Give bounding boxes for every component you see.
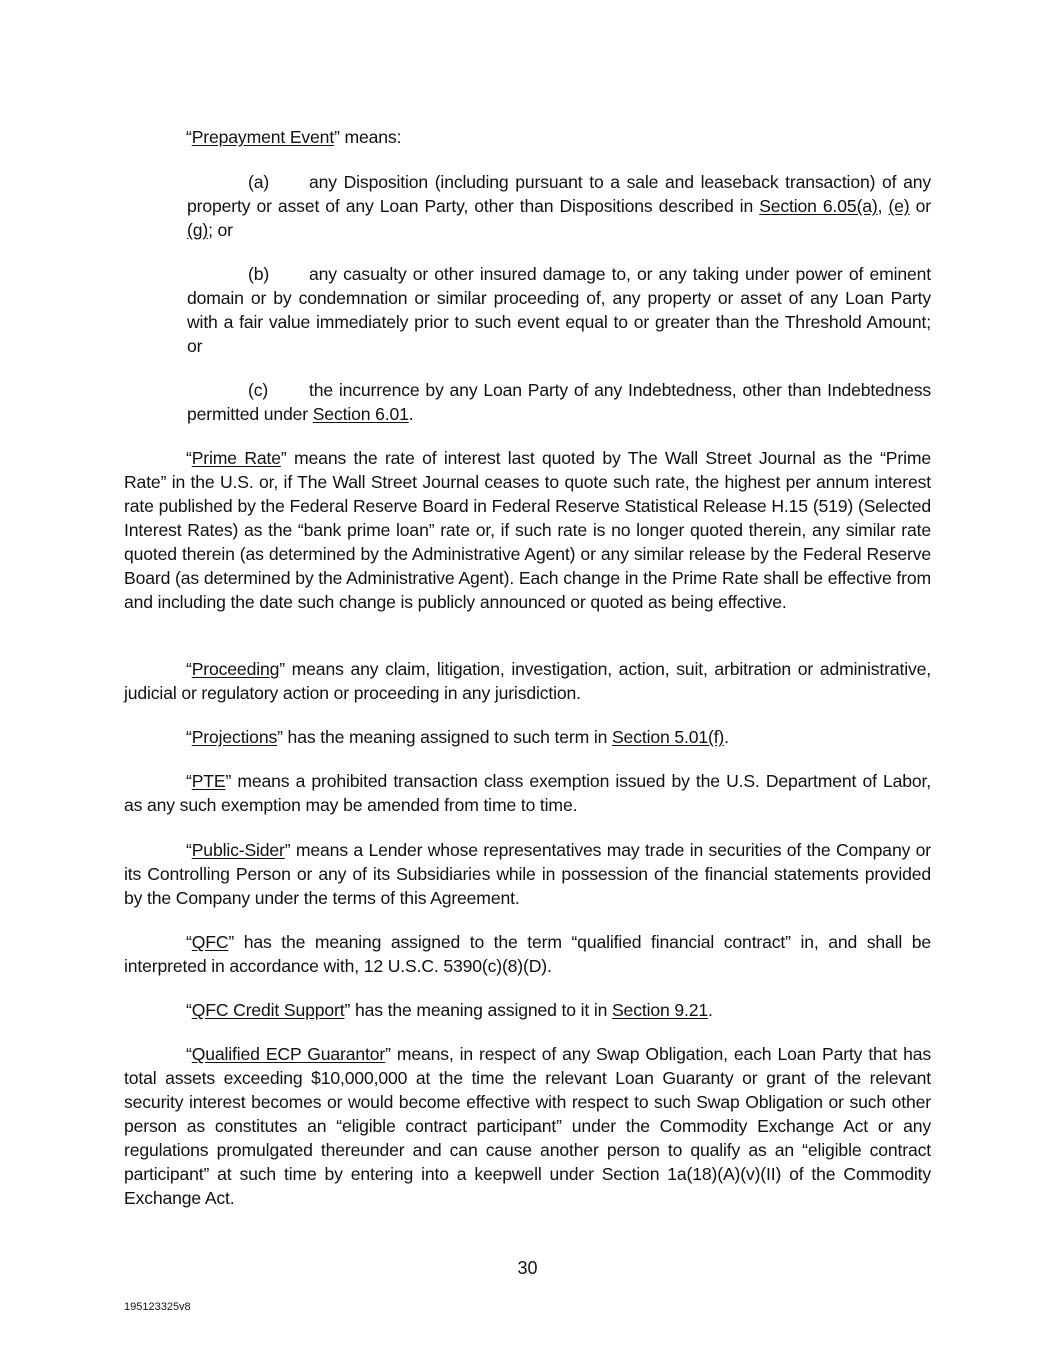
definition-projections: “Projections” has the meaning assigned to such term in Section 5.01(f). xyxy=(186,727,729,747)
defined-term: Proceeding xyxy=(191,659,280,679)
clause-label: (b) xyxy=(248,264,270,284)
definition-proceeding: “Proceeding” means any claim, litigation, investigation, action, suit, arbitration or administrative, judicial or regulatory action or proceeding in any jurisdiction. xyxy=(124,659,931,703)
defined-term: PTE xyxy=(191,771,226,791)
definition-qfc: “QFC” has the meaning assigned to the term “qualified financial contract” in, and shall be interpreted in accordance with, 12 U.S.C. 5390(c)(8)(D). xyxy=(124,932,931,976)
section-reference: Section 6.05(a) xyxy=(759,196,878,216)
definition-qualified-ecp-guarantor: “Qualified ECP Guarantor” means, in respect of any Swap Obligation, each Loan Party that has total assets exceeding $10,000,000 at the time the relevant Loan Guaranty or grant of the relevant security interest becomes or would become effective with respect to such Swap Obligation or such other person as constitutes an “eligible contract participant” under the Commodity Exchange Act or any regulations promulgated thereunder and can cause another person to qualify as an “eligible contract participant” at such time by entering into a keepwell under Section 1a(18)(A)(v)(II) of the Commodity Exchange Act. xyxy=(124,1044,931,1208)
clause-b: (b) any casualty or other insured damage to, or any taking under power of eminent domain or by condemnation or similar proceeding of, any property or asset of any Loan Party with a fair value immediately prior to such event equal to or greater than the Threshold Amount; or xyxy=(187,264,931,356)
defined-term: Prepayment Event xyxy=(191,127,335,147)
definition-public-sider: “Public-Sider” means a Lender whose representatives may trade in securities of the Company or its Controlling Person or any of its Subsidiaries while in possession of the financial statements provided by the Company under the terms of this Agreement. xyxy=(124,840,931,908)
definition-prime-rate: “Prime Rate” means the rate of interest last quoted by The Wall Street Journal as the “Prime Rate” in the U.S. or, if The Wall Street Journal ceases to quote such rate, the highest per annum interest rate published by the Federal Reserve Board in Federal Reserve Statistical Release H.15 (519) (Selected Interest Rates) as the “bank prime loan” rate or, if such rate is no longer quoted therein, any similar rate quoted therein (as determined by the Administrative Agent) or any similar release by the Federal Reserve Board (as determined by the Administrative Agent). Each change in the Prime Rate shall be effective from and including the date such change is publicly announced or quoted as being effective. xyxy=(124,448,931,612)
clause-a: (a) any Disposition (including pursuant to a sale and leaseback transaction) of any property or asset of any Loan Party, other than Dispositions described in Section 6.05(a), (e) or (g); or xyxy=(187,172,931,240)
section-reference: Section 6.01 xyxy=(312,404,409,424)
defined-term: Qualified ECP Guarantor xyxy=(191,1044,386,1064)
defined-term: Prime Rate xyxy=(191,448,281,468)
section-reference: (e) xyxy=(888,196,910,216)
defined-term: Projections xyxy=(191,727,278,747)
section-reference: (g) xyxy=(187,220,209,240)
clause-label: (c) xyxy=(248,380,269,400)
page-number: 30 xyxy=(517,1258,538,1278)
defined-term: QFC Credit Support xyxy=(191,1000,345,1020)
defined-term: Public-Sider xyxy=(191,840,285,860)
section-reference: Section 5.01(f) xyxy=(611,727,725,747)
clause-label: (a) xyxy=(248,172,270,192)
definition-prepayment-event: “Prepayment Event” means: xyxy=(186,127,402,147)
definition-pte: “PTE” means a prohibited transaction class exemption issued by the U.S. Department of Labor, as any such exemption may be amended from time to time. xyxy=(124,771,931,815)
section-reference: Section 9.21 xyxy=(611,1000,708,1020)
document-id: 195123325v8 xyxy=(124,1301,191,1313)
definition-qfc-credit-support: “QFC Credit Support” has the meaning assigned to it in Section 9.21. xyxy=(186,1000,713,1020)
defined-term: QFC xyxy=(191,932,229,952)
clause-c: (c) the incurrence by any Loan Party of any Indebtedness, other than Indebtedness permitted under Section 6.01. xyxy=(187,380,931,424)
